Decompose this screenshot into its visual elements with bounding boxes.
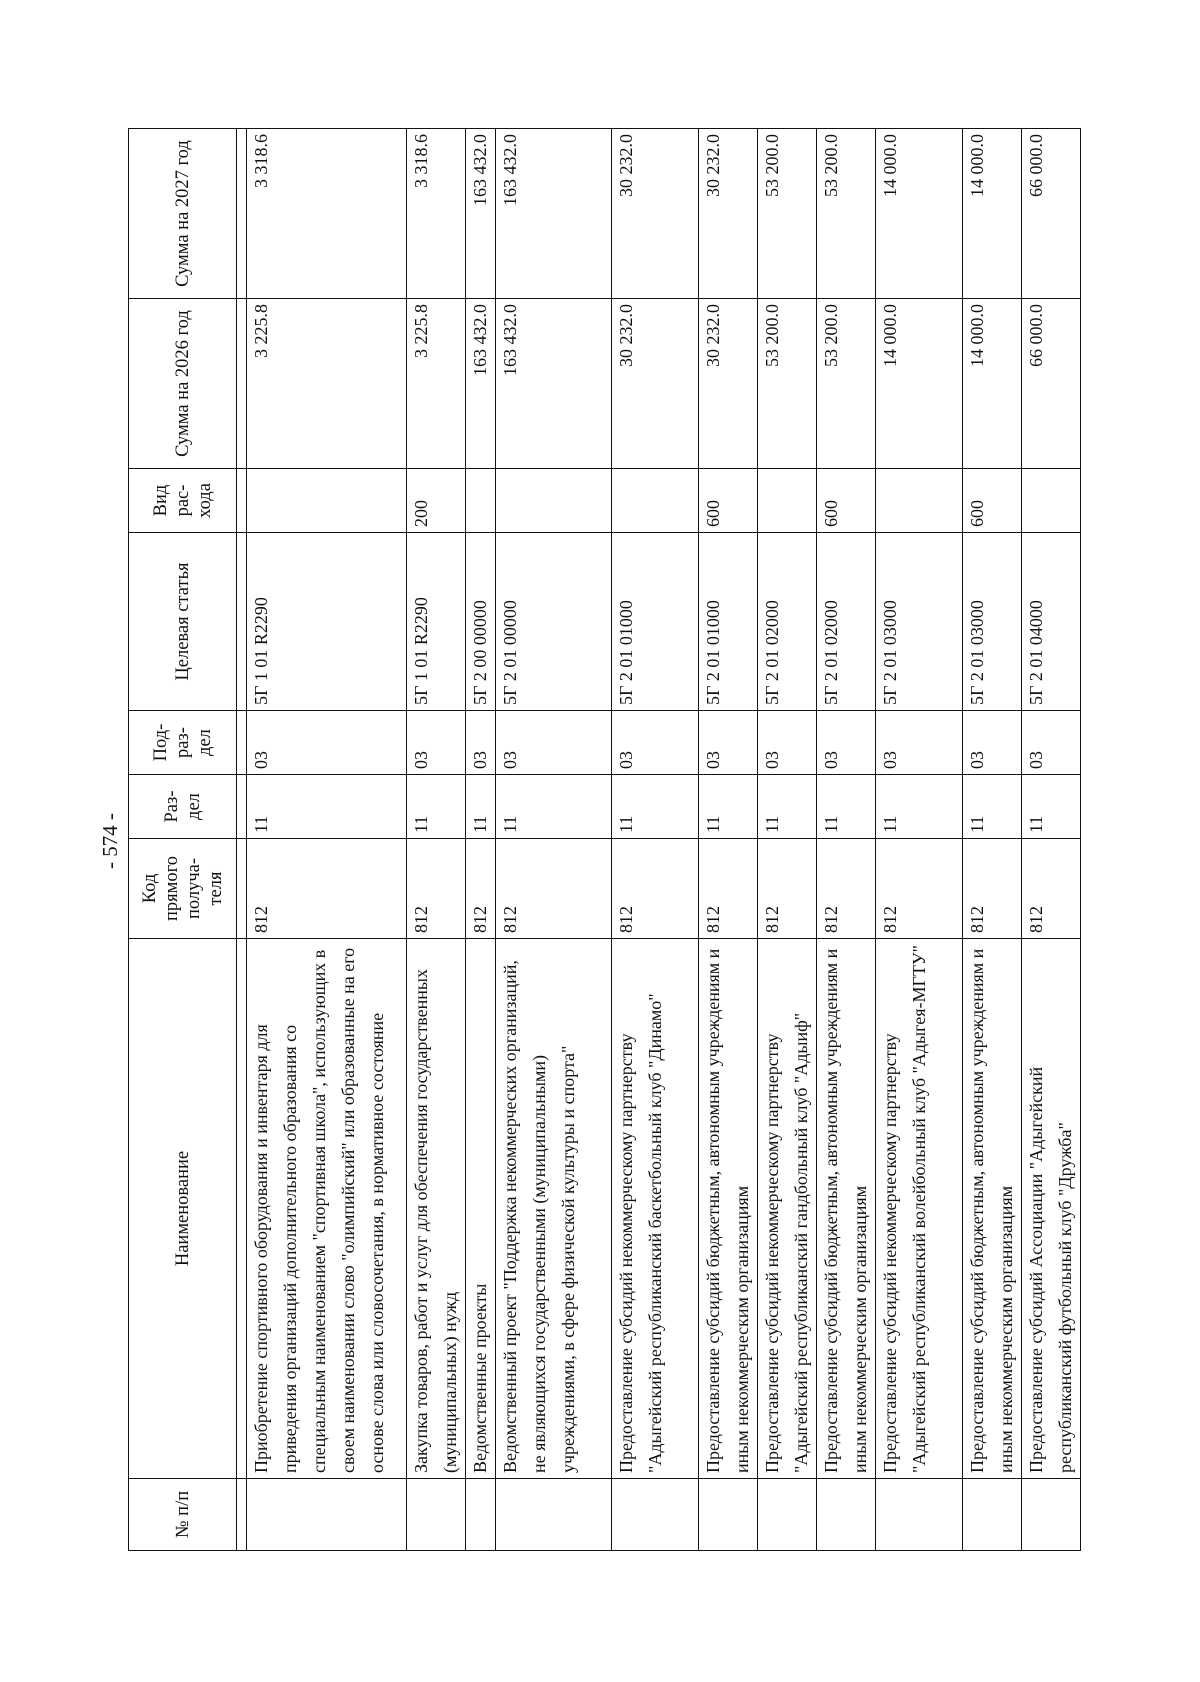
row-expense-kind-cell: 600 xyxy=(699,469,758,533)
row-name-cell: Ведомственные проекты xyxy=(466,939,496,1479)
row-section-cell: 11 xyxy=(817,775,876,839)
row-subsection-cell: 03 xyxy=(963,711,1022,775)
row-recipient-code-cell: 812 xyxy=(876,839,963,939)
row-target-article-cell: 5Г 2 01 01000 xyxy=(612,533,699,711)
row-recipient-code-cell: 812 xyxy=(963,839,1022,939)
row-num-cell xyxy=(247,1479,407,1551)
row-num-cell xyxy=(407,1479,466,1551)
row-target-article-cell: 5Г 2 01 02000 xyxy=(758,533,817,711)
table-row xyxy=(758,129,817,1551)
header-section: Раз-дел xyxy=(129,775,237,839)
row-section-cell: 11 xyxy=(1022,775,1081,839)
row-subsection-cell: 03 xyxy=(496,711,612,775)
header-recipient-code: Код прямого получа-теля xyxy=(129,839,237,939)
table-row xyxy=(466,129,496,1551)
row-subsection-cell: 03 xyxy=(612,711,699,775)
row-subsection-cell: 03 xyxy=(876,711,963,775)
row-target-article-cell: 5Г 2 01 01000 xyxy=(699,533,758,711)
row-num-cell xyxy=(758,1479,817,1551)
row-target-article-cell: 5Г 2 01 02000 xyxy=(817,533,876,711)
row-name-cell: Предоставление субсидий бюджетным, автономным учреждениям и иным некоммерческим организациям xyxy=(699,939,758,1479)
header-expense-kind: Вид рас-хода xyxy=(129,469,237,533)
row-recipient-code-cell: 812 xyxy=(699,839,758,939)
row-num-cell xyxy=(466,1479,496,1551)
row-target-article-cell: 5Г 1 01 R2290 xyxy=(247,533,407,711)
row-num-cell xyxy=(1022,1479,1081,1551)
budget-table xyxy=(128,128,1081,1551)
row-sum-2026-cell: 66 000.0 xyxy=(1022,299,1081,469)
row-num-cell xyxy=(699,1479,758,1551)
row-name-cell: Закупка товаров, работ и услуг для обеспечения государственных (муниципальных) нужд xyxy=(407,939,466,1479)
row-sum-2026-cell: 163 432.0 xyxy=(496,299,612,469)
row-name-cell: Предоставление субсидий Ассоциации "Адыгейский республиканский футбольный клуб "Дружба" xyxy=(1022,939,1081,1479)
row-expense-kind-cell xyxy=(466,469,496,533)
row-sum-2027-cell: 30 232.0 xyxy=(699,129,758,299)
header-name: Наименование xyxy=(129,939,237,1479)
row-sum-2026-cell: 163 432.0 xyxy=(466,299,496,469)
table-row xyxy=(496,129,612,1551)
table-row xyxy=(876,129,963,1551)
row-name-cell: Предоставление субсидий некоммерческому партнерству "Адыгейский республиканский баскетбольный клуб "Динамо" xyxy=(612,939,699,1479)
row-num-cell xyxy=(496,1479,612,1551)
row-target-article-cell: 5Г 2 00 00000 xyxy=(466,533,496,711)
row-sum-2027-cell: 14 000.0 xyxy=(963,129,1022,299)
row-recipient-code-cell: 812 xyxy=(407,839,466,939)
row-sum-2026-cell: 3 225.8 xyxy=(407,299,466,469)
row-num-cell xyxy=(876,1479,963,1551)
row-recipient-code-cell: 812 xyxy=(1022,839,1081,939)
table-header-row xyxy=(129,129,237,1551)
row-subsection-cell: 03 xyxy=(699,711,758,775)
row-sum-2026-cell: 30 232.0 xyxy=(699,299,758,469)
row-expense-kind-cell xyxy=(1022,469,1081,533)
row-target-article-cell: 5Г 2 01 03000 xyxy=(963,533,1022,711)
row-section-cell: 11 xyxy=(407,775,466,839)
header-sum-2026: Сумма на 2026 год xyxy=(129,299,237,469)
row-target-article-cell: 5Г 2 01 04000 xyxy=(1022,533,1081,711)
row-recipient-code-cell: 812 xyxy=(466,839,496,939)
row-name-cell: Ведомственный проект "Поддержка некоммерческих организаций, не являющихся государственными (муниципальными) учреждениями, в сфере физической культуры и спорта" xyxy=(496,939,612,1479)
table-row xyxy=(612,129,699,1551)
row-expense-kind-cell xyxy=(612,469,699,533)
budget-table-sheet xyxy=(128,129,1075,1551)
row-section-cell: 11 xyxy=(876,775,963,839)
row-subsection-cell: 03 xyxy=(247,711,407,775)
table-row xyxy=(1022,129,1081,1551)
header-spacer-row xyxy=(237,129,247,1551)
row-name-cell: Предоставление субсидий некоммерческому партнерству "Адыгейский республиканский волейбольный клуб "Адыгея-МГТУ" xyxy=(876,939,963,1479)
row-sum-2027-cell: 3 318.6 xyxy=(247,129,407,299)
table-row xyxy=(963,129,1022,1551)
row-section-cell: 11 xyxy=(699,775,758,839)
row-target-article-cell: 5Г 2 01 03000 xyxy=(876,533,963,711)
row-section-cell: 11 xyxy=(612,775,699,839)
row-sum-2027-cell: 163 432.0 xyxy=(496,129,612,299)
row-sum-2027-cell: 3 318.6 xyxy=(407,129,466,299)
row-section-cell: 11 xyxy=(247,775,407,839)
row-sum-2026-cell: 53 200.0 xyxy=(817,299,876,469)
row-num-cell xyxy=(963,1479,1022,1551)
row-expense-kind-cell xyxy=(758,469,817,533)
row-expense-kind-cell: 600 xyxy=(817,469,876,533)
header-subsection: Под-раз-дел xyxy=(129,711,237,775)
row-sum-2026-cell: 3 225.8 xyxy=(247,299,407,469)
row-target-article-cell: 5Г 2 01 00000 xyxy=(496,533,612,711)
row-recipient-code-cell: 812 xyxy=(817,839,876,939)
row-subsection-cell: 03 xyxy=(1022,711,1081,775)
row-name-cell: Предоставление субсидий бюджетным, автономным учреждениям и иным некоммерческим организациям xyxy=(817,939,876,1479)
row-sum-2026-cell: 14 000.0 xyxy=(963,299,1022,469)
row-recipient-code-cell: 812 xyxy=(247,839,407,939)
row-num-cell xyxy=(817,1479,876,1551)
row-section-cell: 11 xyxy=(496,775,612,839)
row-sum-2027-cell: 14 000.0 xyxy=(876,129,963,299)
row-sum-2027-cell: 30 232.0 xyxy=(612,129,699,299)
row-sum-2026-cell: 14 000.0 xyxy=(876,299,963,469)
header-num: № п/п xyxy=(129,1479,237,1551)
row-expense-kind-cell: 200 xyxy=(407,469,466,533)
row-expense-kind-cell xyxy=(247,469,407,533)
row-recipient-code-cell: 812 xyxy=(612,839,699,939)
row-sum-2027-cell: 66 000.0 xyxy=(1022,129,1081,299)
row-target-article-cell: 5Г 1 01 R2290 xyxy=(407,533,466,711)
row-num-cell xyxy=(612,1479,699,1551)
table-row xyxy=(247,129,407,1551)
header-sum-2027: Сумма на 2027 год xyxy=(129,129,237,299)
row-sum-2026-cell: 30 232.0 xyxy=(612,299,699,469)
table-row xyxy=(699,129,758,1551)
header-target-article: Целевая статья xyxy=(129,533,237,711)
row-section-cell: 11 xyxy=(963,775,1022,839)
row-expense-kind-cell xyxy=(496,469,612,533)
row-subsection-cell: 03 xyxy=(407,711,466,775)
row-name-cell: Предоставление субсидий некоммерческому партнерству "Адыгейский республиканский гандбольный клуб "Адыиф" xyxy=(758,939,817,1479)
row-section-cell: 11 xyxy=(758,775,817,839)
row-expense-kind-cell: 600 xyxy=(963,469,1022,533)
row-subsection-cell: 03 xyxy=(466,711,496,775)
row-name-cell: Приобретение спортивного оборудования и инвентаря для приведения организаций дополнительного образования со специальным наименованием "спортивная школа", использующих в своем наименовании слово "олимпийский" или образованные на его основе слова или словосочетания, в нормативное состояние xyxy=(247,939,407,1479)
table-row xyxy=(407,129,466,1551)
page-number: - 574 - xyxy=(98,813,122,869)
table-row xyxy=(817,129,876,1551)
row-subsection-cell: 03 xyxy=(758,711,817,775)
row-sum-2027-cell: 163 432.0 xyxy=(466,129,496,299)
row-name-cell: Предоставление субсидий бюджетным, автономным учреждениям и иным некоммерческим организациям xyxy=(963,939,1022,1479)
row-section-cell: 11 xyxy=(466,775,496,839)
row-recipient-code-cell: 812 xyxy=(496,839,612,939)
row-expense-kind-cell xyxy=(876,469,963,533)
row-subsection-cell: 03 xyxy=(817,711,876,775)
row-sum-2027-cell: 53 200.0 xyxy=(758,129,817,299)
row-sum-2027-cell: 53 200.0 xyxy=(817,129,876,299)
table-body xyxy=(247,129,1081,1551)
row-sum-2026-cell: 53 200.0 xyxy=(758,299,817,469)
row-recipient-code-cell: 812 xyxy=(758,839,817,939)
